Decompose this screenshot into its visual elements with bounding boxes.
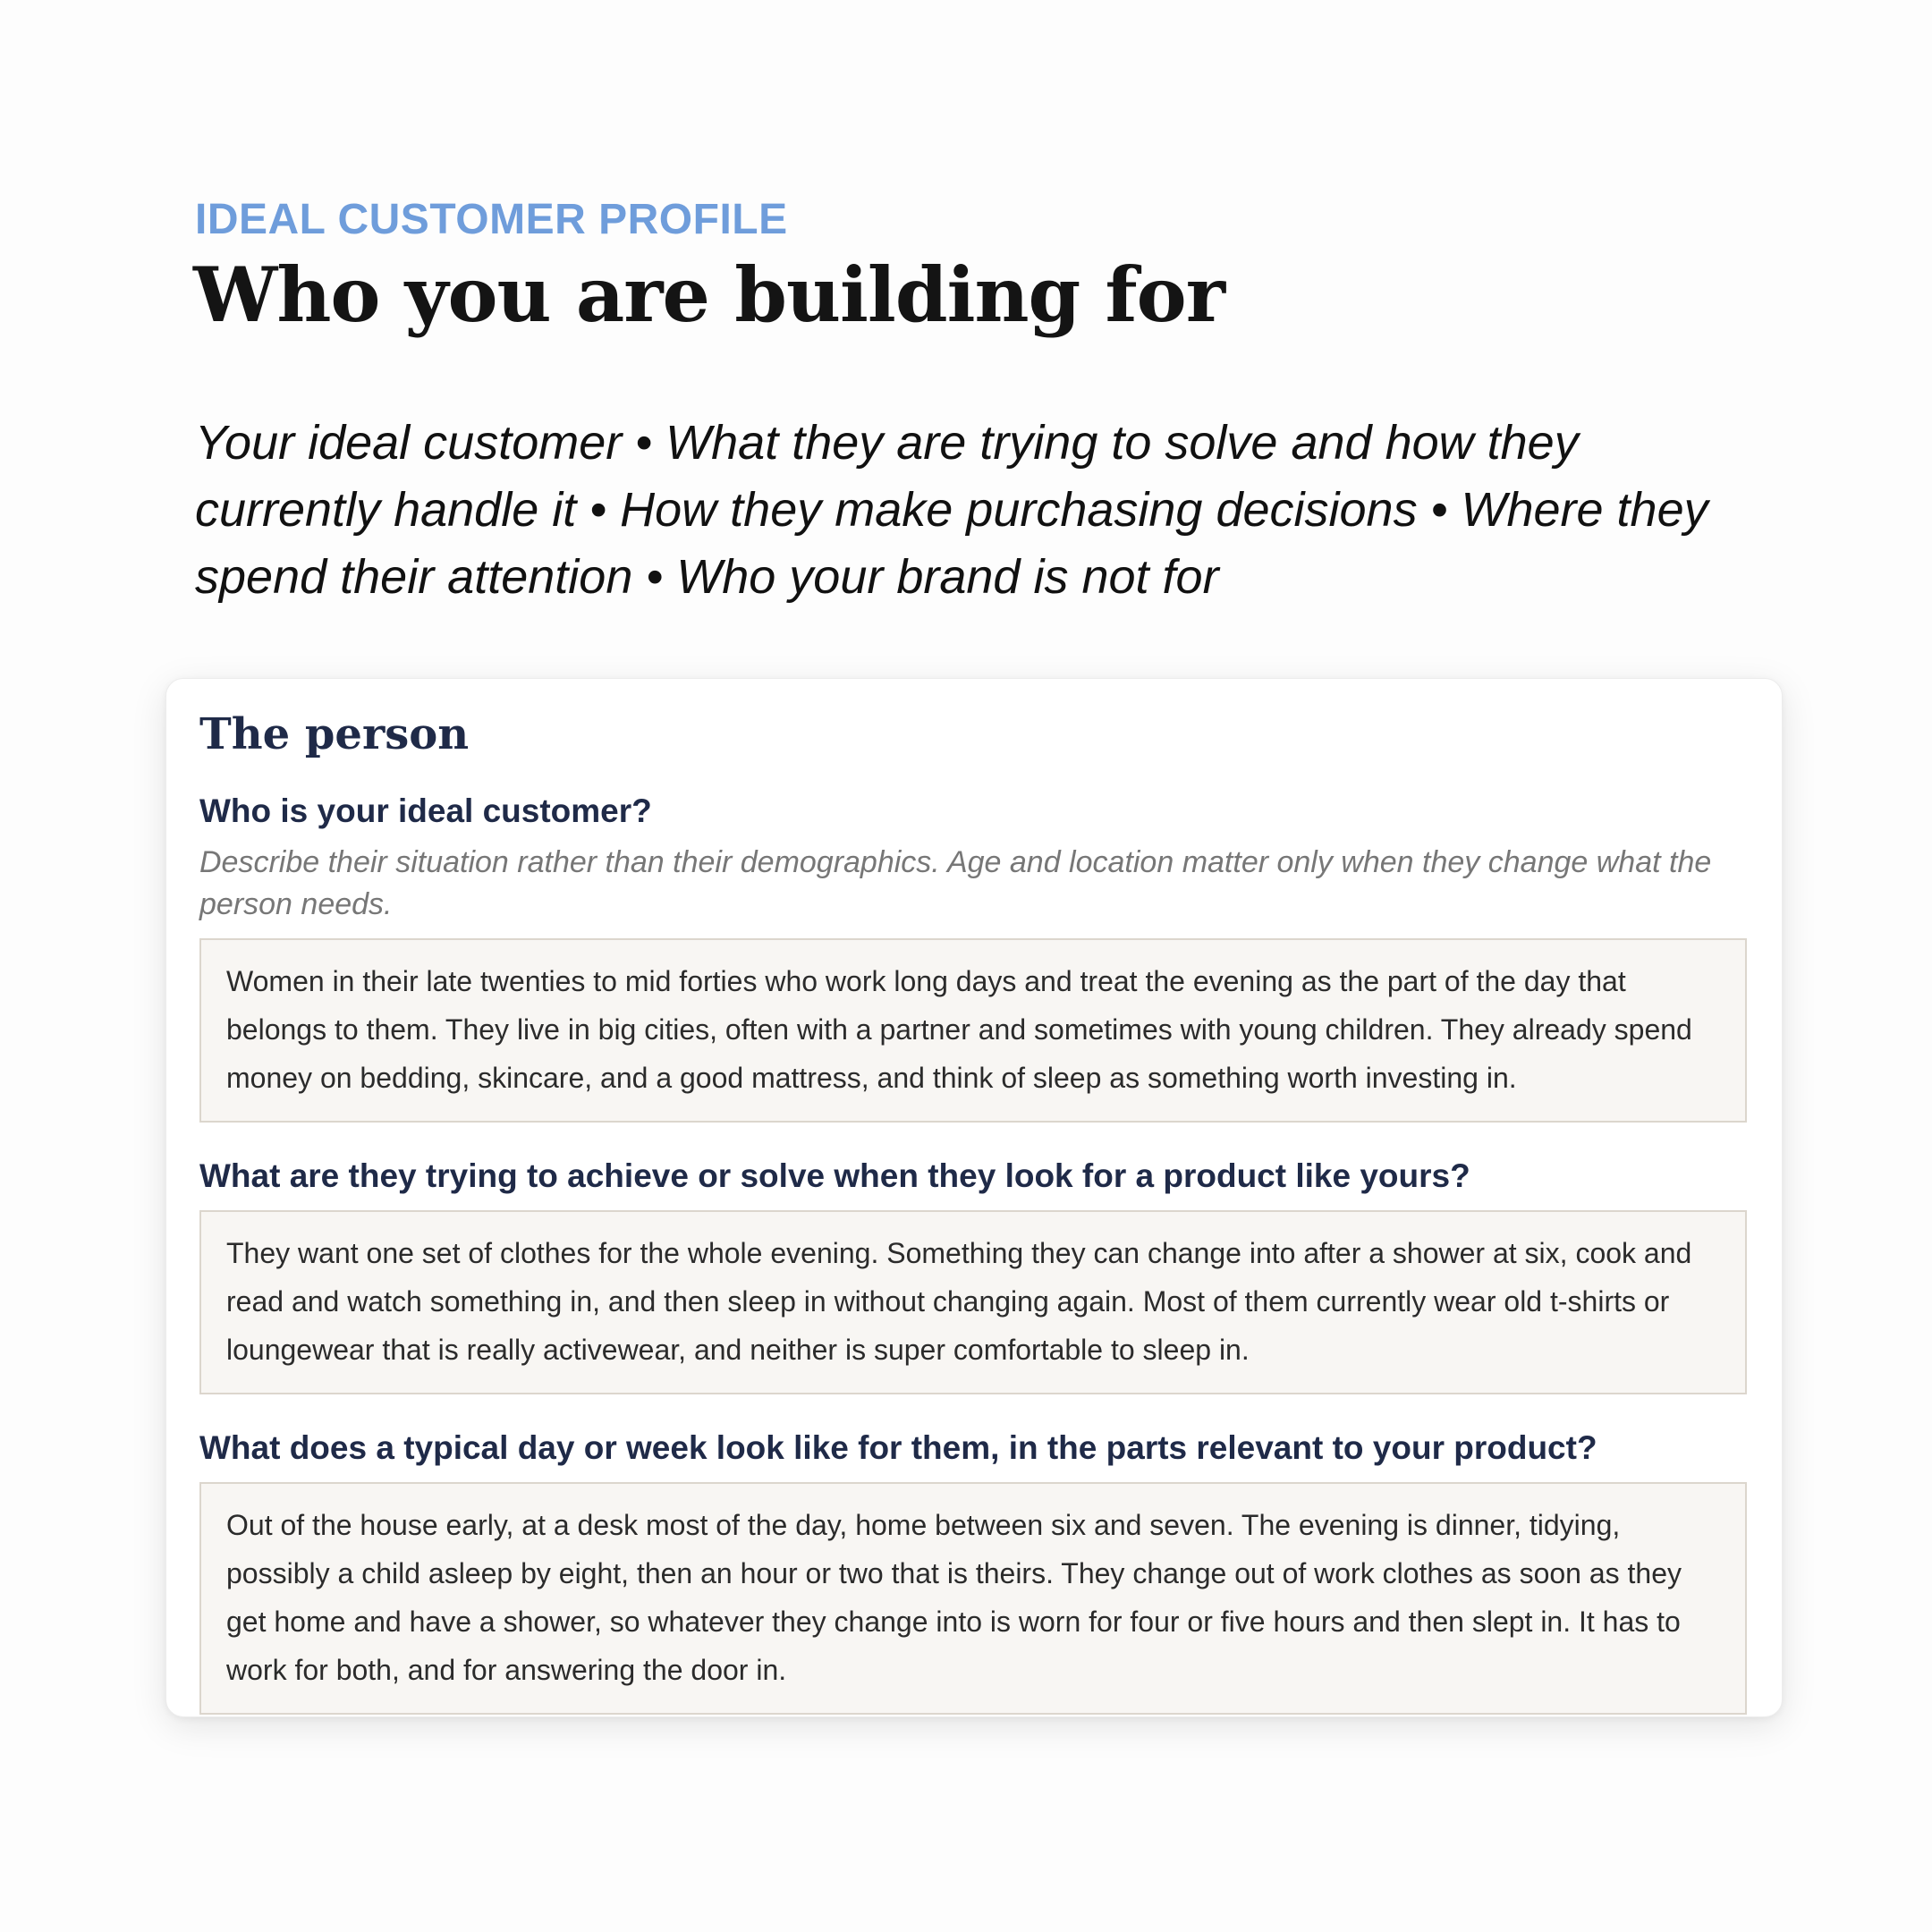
profile-card [165,678,1783,1717]
page-subtitle: Your ideal customer • What they are trying to solve and how they currently handle it • How they make purchasing decisions • Where they spend their attention • Who your brand is not for [195,416,1708,604]
profile-card-content [199,706,1747,1715]
question-goal: What are they trying to achieve or solve when they look for a product like yours? [199,1157,1470,1194]
answer-goal[interactable]: They want one set of clothes for the whole evening. Something they can change into after a shower at six, cook and read and watch something in, and then sleep in without changing again. Most of them currently wear old t-shirts or loungewear that is really activewear, and neither is super comfortable to sleep in. [199,1210,1747,1394]
answer-ideal-customer[interactable]: Women in their late twenties to mid forties who work long days and treat the evening as the part of the day that belongs to them. They live in big cities, often with a partner and sometimes with young children. They already spend money on bedding, skincare, and a good mattress, and think of sleep as something worth investing in. [199,938,1747,1123]
question-typical-day: What does a typical day or week look like for them, in the parts relevant to your product? [199,1429,1597,1466]
question-ideal-customer: Who is your ideal customer? [199,792,652,829]
page-title: Who you are building for [193,250,1224,339]
card-title: The person [199,709,470,759]
answer-typical-day[interactable]: Out of the house early, at a desk most of the day, home between six and seven. The evening is dinner, tidying, possibly a child asleep by eight, then an hour or two that is theirs. They change out of work clothes as soon as they get home and have a shower, so whatever they change into is worn for four or five hours and then slept in. It has to work for both, and for answering the door in. [199,1482,1747,1715]
question-hint: Describe their situation rather than their demographics. Age and location matter only when they change what the person needs. [199,845,1712,921]
eyebrow-label: IDEAL CUSTOMER PROFILE [195,196,788,243]
